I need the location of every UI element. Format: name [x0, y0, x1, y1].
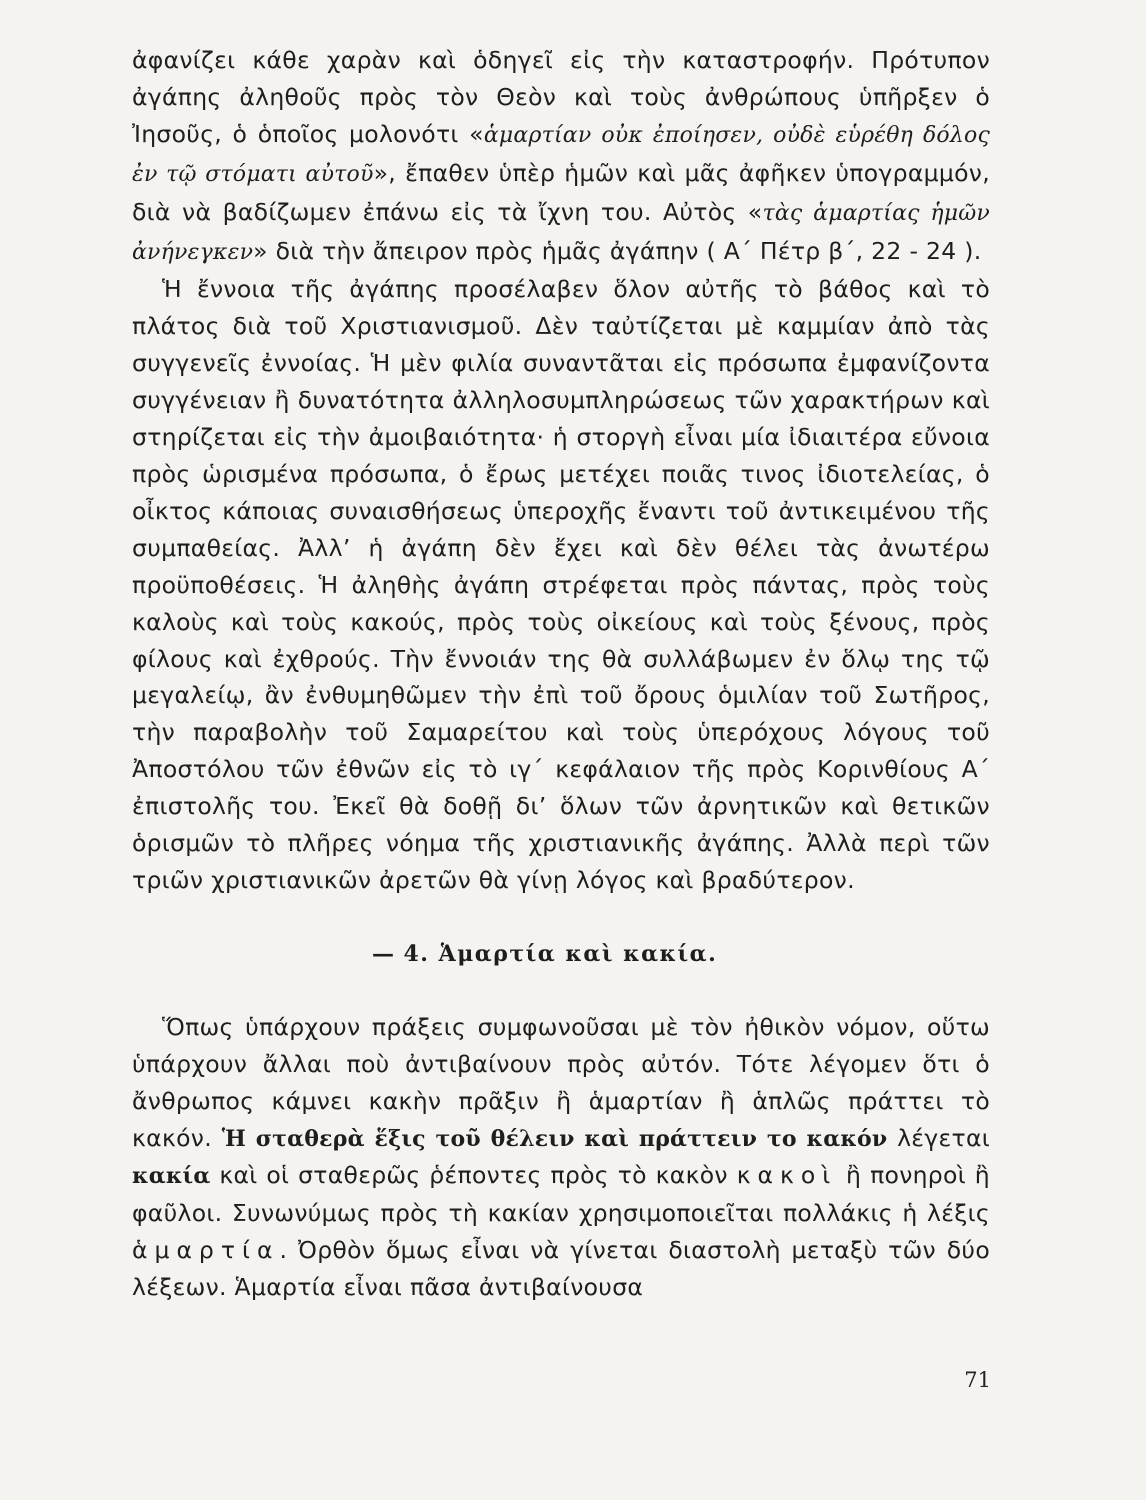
- scripture-quote-1: ἁμαρτίαν οὐκ ἐποίησεν, οὐδὲ εὑρέθη δόλος ἐν τῷ στόματι αὐτοῦ: [132, 122, 990, 187]
- paragraph-3-text-e: . Ὀρθὸν ὅμως εἶναι νὰ γίνεται διαστολὴ μεταξὺ τῶν δύο λέξεων. Ἁμαρτία εἶναι πᾶσα ἀντιβαίνουσα: [132, 1236, 990, 1302]
- page-number: 71: [964, 1368, 991, 1392]
- heading-dash: —: [372, 940, 396, 967]
- spaced-term-amartia: ἁμαρτία: [132, 1236, 280, 1265]
- bold-definition: Ἡ σταθερὰ ἕξις τοῦ θέλειν καὶ πράττειν το κακόν: [221, 1125, 888, 1152]
- paragraph-1-text-a: ἀφανίζει κάθε χαρὰν καὶ ὁδηγεῖ εἰς τὴν καταστροφήν. Πρότυπον ἀγάπης ἀληθοῦς πρὸς τὸν Θεὸν καὶ τοὺς ἀνθρώπους ὑπῆρξεν ὁ Ἰησοῦς, ὁ ὁποῖος μολονότι «: [132, 46, 990, 148]
- paragraph-1-text-c: » διὰ τὴν ἄπειρον πρὸς ἡμᾶς ἀγάπην ( Α΄ Πέτρ β΄, 22 - 24 ).: [253, 236, 982, 265]
- spaced-term-kakoi: κακοὶ: [736, 1161, 838, 1190]
- paragraph-1-text-b: », ἔπαθεν ὑπὲρ ἡμῶν καὶ μᾶς ἀφῆκεν ὑπογραμμόν, διὰ νὰ βαδίζωμεν ἐπάνω εἰς τὰ ἴχνη του. Αὐτὸς «: [132, 158, 990, 226]
- paragraph-3-text-d: ἢ πονηροὶ ἢ φαῦλοι. Συνωνύμως πρὸς τὴ κακίαν χρησιμοποιεῖται πολλάκις ἡ λέξις: [132, 1161, 990, 1228]
- paragraph-3-text-c: καὶ οἱ σταθερῶς ῥέποντες πρὸς τὸ κακὸν: [219, 1161, 728, 1190]
- scripture-quote-2: τὰς ἁμαρτίας ἡμῶν ἀνήνεγκεν: [132, 200, 990, 265]
- heading-text: 4. Ἁμαρτία καὶ κακία.: [403, 940, 718, 967]
- paragraph-2: Ἡ ἔννοια τῆς ἀγάπης προσέλαβεν ὅλον αὐτῆς τὸ βάθος καὶ τὸ πλάτος διὰ τοῦ Χριστιανισμοῦ. Δὲν ταὐτίζεται μὲ καμμίαν ἀπὸ τὰς συγγενεῖς ἐννοίας. Ἡ μὲν φιλία συναντᾶται εἰς πρόσωπα ἐμφανίζοντα συγγένειαν ἢ δυνατότητα ἀλληλοσυμπληρώσεως τῶν χαρακτήρων καὶ στηρίζεται εἰς τὴν ἀμοιβαιότητα· ἡ στοργὴ εἶναι μία ἰδιαιτέρα εὔνοια πρὸς ὡρισμένα πρόσωπα, ὁ ἔρως μετέχει ποιᾶς τινος ἰδιοτελείας, ὁ οἶκτος κάποιας συναισθήσεως ὑπεροχῆς ἔναντι τοῦ ἀντικειμένου τῆς συμπαθείας. Ἀλλ’ ἡ ἀγάπη δὲν ἔχει καὶ δὲν θέλει τὰς ἀνωτέρω προϋποθέσεις. Ἡ ἀληθὴς ἀγάπη στρέφεται πρὸς πάντας, πρὸς τοὺς καλοὺς καὶ τοὺς κακούς, πρὸς τοὺς οἰκείους καὶ τοὺς ξένους, πρὸς φίλους καὶ ἐχθρούς. Τὴν ἔννοιάν της θὰ συλλάβωμεν ἐν ὅλῳ της τῷ μεγαλείῳ, ἂν ἐνθυμηθῶμεν τὴν ἐπὶ τοῦ ὄρους ὁμιλίαν τοῦ Σωτῆρος, τὴν παραβολὴν τοῦ Σαμαρείτου καὶ τοὺς ὑπερόχους λόγους τοῦ Ἀποστόλου τῶν ἐθνῶν εἰς τὸ ιγ΄ κεφάλαιον τῆς πρὸς Κορινθίους Α΄ ἐπιστολῆς του. Ἐκεῖ θὰ δοθῇ δι’ ὅλων τῶν ἀρνητικῶν καὶ θετικῶν ὁρισμῶν τὸ πλῆρες νόημα τῆς χριστιανικῆς ἀγάπης. Ἀλλὰ περὶ τῶν τριῶν χριστιανικῶν ἀρετῶν θὰ γίνῃ λόγος καὶ βραδύτερον.: [132, 275, 990, 894]
- paragraph-1: [132, 42, 990, 271]
- paragraph-3: [132, 1009, 990, 1306]
- page-body: [132, 42, 990, 1306]
- section-heading: [372, 939, 990, 969]
- bold-term-kakia: κακία: [132, 1163, 211, 1190]
- paragraph-3-text-a: Ὅπως ὑπάρχουν πράξεις συμφωνοῦσαι μὲ τὸν ἠθικὸν νόμον, οὕτω ὑπάρχουν ἄλλαι ποὺ ἀντιβαίνουν πρὸς αὐτόν. Τότε λέγομεν ὅτι ὁ ἄνθρωπος κάμνει κακὴν πρᾶξιν ἢ ἁμαρτίαν ἢ ἁπλῶς πράττει τὸ κακόν.: [132, 1012, 990, 1152]
- paragraph-3-text-b: λέγεται: [897, 1123, 990, 1152]
